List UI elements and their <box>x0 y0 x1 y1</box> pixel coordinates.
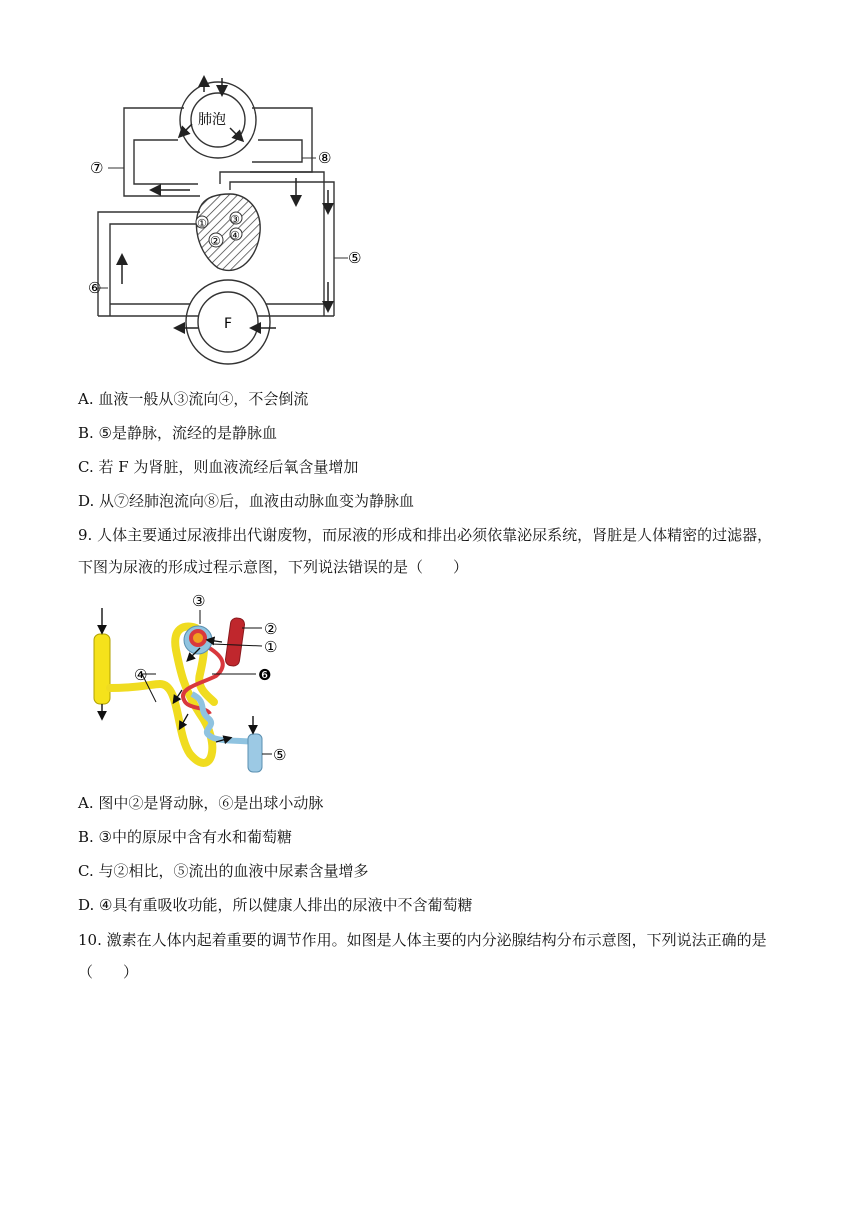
q9-option-d: D. ④具有重吸收功能，所以健康人排出的尿液中不含葡萄糖 <box>78 896 473 914</box>
nephron-label-5: ⑤ <box>273 746 287 764</box>
q9-option-a: A. 图中②是肾动脉，⑥是出球小动脉 <box>78 794 324 812</box>
label-4: ④ <box>230 229 240 242</box>
organ-f-label: F <box>224 316 233 332</box>
q9-option-c: C. 与②相比，⑤流出的血液中尿素含量增多 <box>78 862 369 880</box>
q8-option-a: A. 血液一般从③流向④，不会倒流 <box>78 390 309 408</box>
q8-option-d: D. 从⑦经肺泡流向⑧后，血液由动脉血变为静脉血 <box>78 492 415 510</box>
nephron-label-2: ② <box>264 620 278 638</box>
nephron-label-1: ① <box>264 638 278 656</box>
q9-stem-line2: 下图为尿液的形成过程示意图，下列说法错误的是（ ） <box>78 558 469 576</box>
alveoli-label: 肺泡 <box>198 112 226 128</box>
circulation-diagram <box>80 72 380 372</box>
label-1: ① <box>197 217 207 230</box>
nephron-diagram <box>80 584 300 780</box>
nephron-label-6: ❻ <box>258 666 272 684</box>
nephron-label-3: ③ <box>192 592 206 610</box>
label-6: ⑥ <box>88 279 102 297</box>
label-5: ⑤ <box>348 249 362 267</box>
label-7: ⑦ <box>90 159 104 177</box>
q8-option-b: B. ⑤是静脉，流经的是静脉血 <box>78 424 278 442</box>
label-8: ⑧ <box>318 149 332 167</box>
label-3: ③ <box>230 213 240 226</box>
nephron-label-4: ④ <box>134 666 148 684</box>
q8-option-c: C. 若 F 为肾脏，则血液流经后氧含量增加 <box>78 458 359 476</box>
q10-stem-line2: （ ） <box>78 963 139 981</box>
q10-stem-line1: 10. 激素在人体内起着重要的调节作用。如图是人体主要的内分泌腺结构分布示意图，下列说法正确的是 <box>78 931 767 949</box>
q9-stem-line1: 9. 人体主要通过尿液排出代谢废物，而尿液的形成和排出必须依靠泌尿系统，肾脏是人体精密的过滤器， <box>78 526 773 544</box>
label-2: ② <box>210 234 221 248</box>
q9-option-b: B. ③中的原尿中含有水和葡萄糖 <box>78 828 293 846</box>
heart-shape <box>196 194 260 270</box>
